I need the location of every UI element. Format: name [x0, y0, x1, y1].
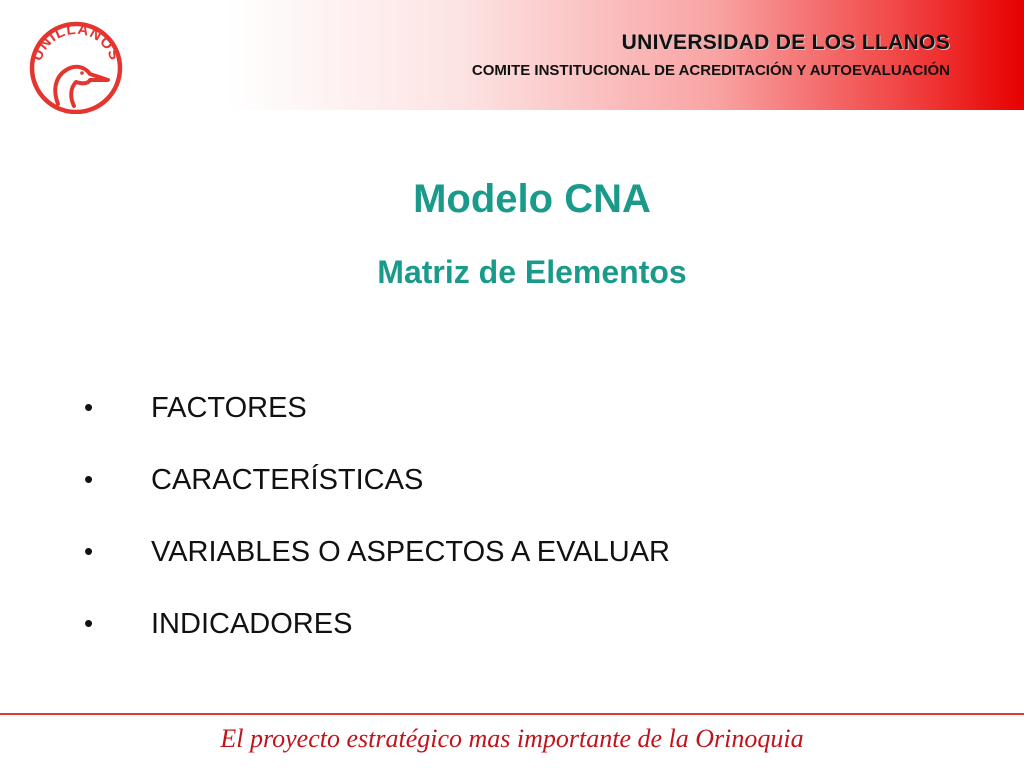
bullet-text: FACTORES — [151, 392, 307, 424]
header-band — [0, 0, 1024, 110]
footer-divider — [0, 713, 1024, 715]
bullet-marker: • — [84, 464, 94, 494]
footer-slogan: El proyecto estratégico mas importante de la Orinoquia — [220, 724, 804, 753]
slide-subtitle: Matriz de Elementos — [377, 254, 687, 290]
bullet-marker: • — [84, 536, 94, 566]
bullet-text: CARACTERÍSTICAS — [151, 464, 424, 496]
university-logo — [26, 18, 126, 114]
logo-text: UNILLANOS — [28, 20, 124, 64]
university-name: UNIVERSIDAD DE LOS LLANOS — [621, 31, 950, 54]
slide-title: Modelo CNA — [413, 177, 651, 221]
bullet-marker: • — [84, 392, 94, 422]
bullet-marker: • — [84, 608, 94, 638]
committee-name: COMITE INSTITUCIONAL DE ACREDITACIÓN Y AUTOEVALUACIÓN — [471, 62, 950, 79]
bullet-text: VARIABLES O ASPECTOS A EVALUAR — [151, 536, 670, 568]
bullet-text: INDICADORES — [151, 608, 353, 640]
